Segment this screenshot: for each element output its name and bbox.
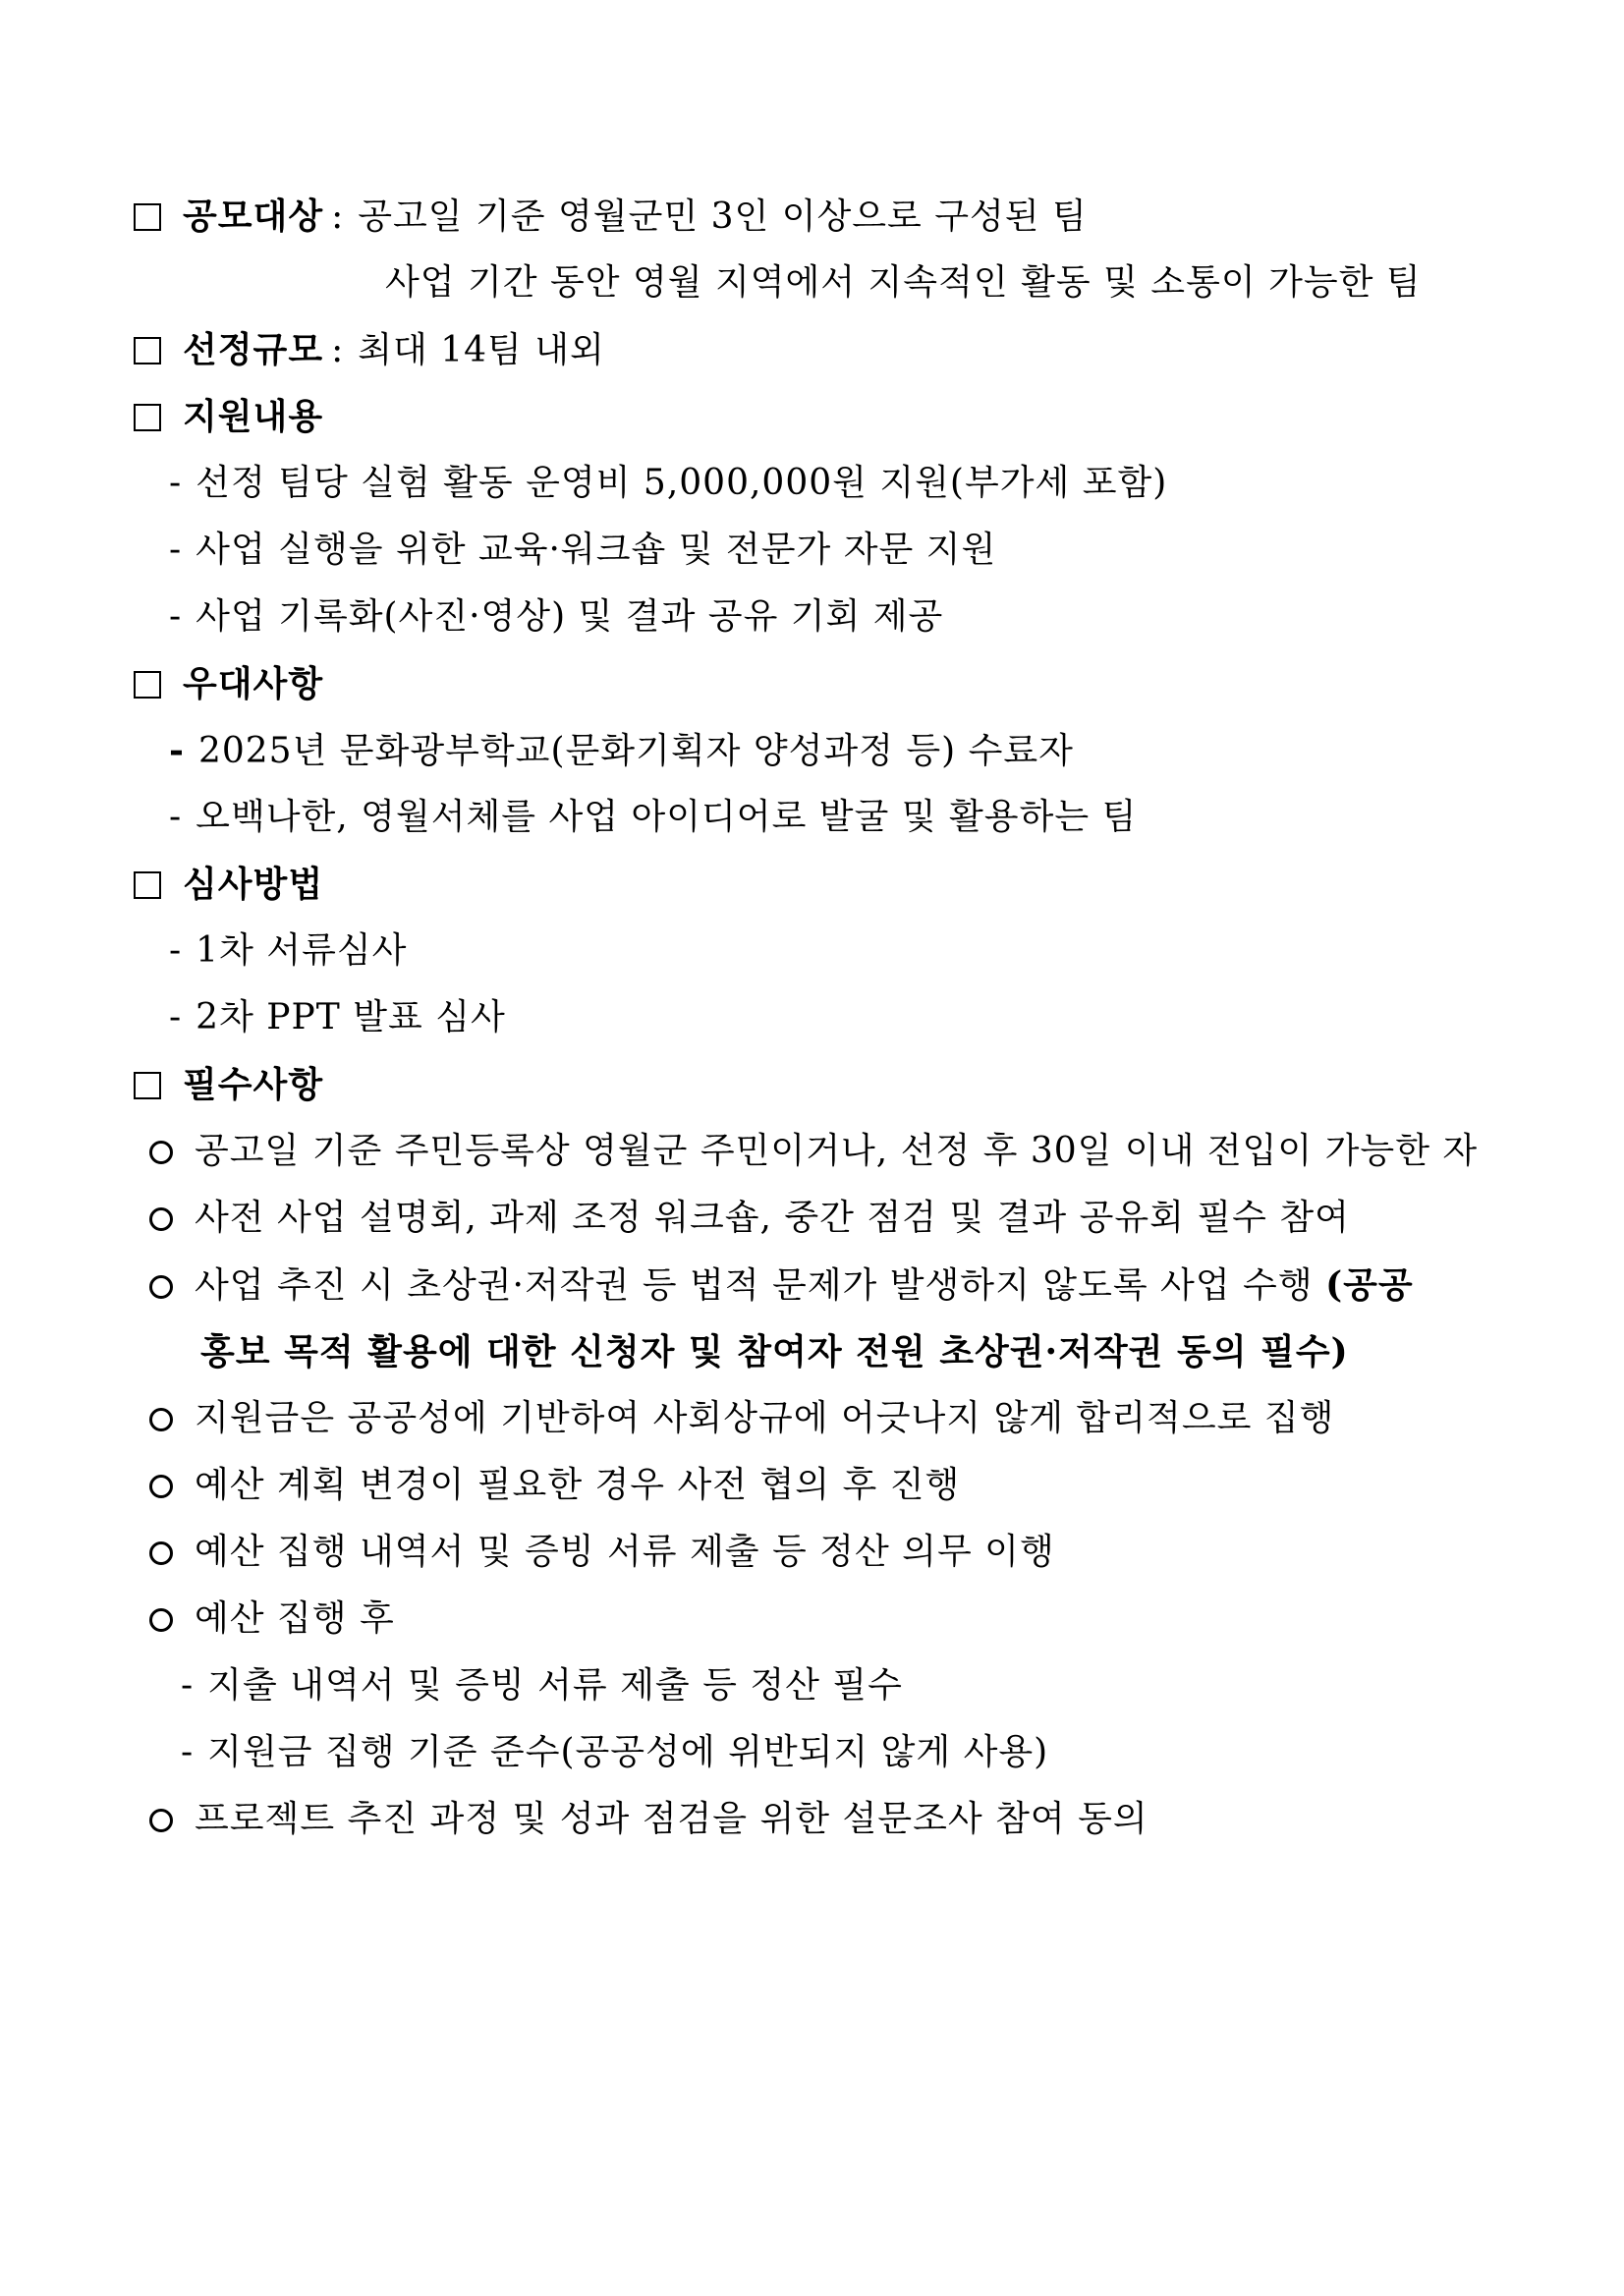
support-heading: 지원내용 xyxy=(183,396,324,437)
required-item-2: 사전 사업 설명회, 과제 조정 워크숍, 중간 점검 및 결과 공유회 필수 참여 xyxy=(195,1198,1350,1238)
required-section xyxy=(134,1065,323,1105)
required-item-3-bold-tail: (공공 xyxy=(1325,1264,1414,1306)
required-item-6: 예산 집행 내역서 및 증빙 서류 제출 등 정산 의무 이행 xyxy=(195,1532,1055,1572)
list-item xyxy=(169,531,996,570)
dash-marker: - xyxy=(169,463,183,503)
checkbox-icon xyxy=(134,404,161,431)
required-item-7: 예산 집행 후 xyxy=(195,1598,395,1639)
checkbox-icon xyxy=(134,671,161,699)
dash-marker: - xyxy=(181,1665,195,1706)
review-item-1: 1차 서류심사 xyxy=(196,930,408,971)
target-section xyxy=(134,196,1088,237)
target-heading: 공모대상 xyxy=(183,196,324,237)
target-line-1: 공고일 기준 영월군민 3인 이상으로 구성된 팀 xyxy=(358,196,1088,237)
scale-colon: : xyxy=(331,330,345,370)
review-section xyxy=(134,865,323,905)
required-sub-item-1: 지출 내역서 및 증빙 서류 제출 등 정산 필수 xyxy=(207,1665,903,1706)
required-sub-item-2: 지원금 집행 기준 준수(공공성에 위반되지 않게 사용) xyxy=(207,1732,1049,1772)
checkbox-icon xyxy=(134,871,161,899)
dash-marker: - xyxy=(169,530,183,570)
checkbox-icon xyxy=(134,337,161,364)
list-item xyxy=(149,1132,1478,1171)
target-line-2-row xyxy=(385,263,1422,303)
list-item-continuation xyxy=(200,1332,1349,1372)
circle-bullet-icon xyxy=(149,1275,173,1299)
list-item xyxy=(149,1265,1414,1306)
list-item xyxy=(169,464,1167,503)
dash-marker: - xyxy=(169,997,183,1037)
checkbox-icon xyxy=(134,203,161,231)
required-item-4: 지원금은 공공성에 기반하여 사회상규에 어긋나지 않게 합리적으로 집행 xyxy=(195,1398,1335,1438)
list-item xyxy=(169,798,1137,837)
list-item xyxy=(169,931,407,971)
list-item xyxy=(149,1199,1350,1238)
sub-list-item xyxy=(181,1733,1048,1772)
circle-bullet-icon xyxy=(149,1408,173,1431)
required-item-8: 프로젝트 추진 과정 및 성과 점검을 위한 설문조사 참여 동의 xyxy=(195,1799,1148,1839)
list-item xyxy=(149,1800,1148,1839)
circle-bullet-icon xyxy=(149,1207,173,1231)
review-item-2: 2차 PPT 발표 심사 xyxy=(196,997,506,1037)
support-section xyxy=(134,397,323,437)
required-item-5: 예산 계획 변경이 필요한 경우 사전 협의 후 진행 xyxy=(195,1465,961,1505)
list-item xyxy=(149,1399,1334,1438)
target-colon: : xyxy=(331,196,345,237)
scale-heading: 선정규모 xyxy=(183,329,324,370)
scale-section xyxy=(134,330,605,370)
circle-bullet-icon xyxy=(149,1608,173,1632)
preference-section xyxy=(134,664,323,704)
list-item xyxy=(149,1466,960,1505)
preference-heading: 우대사항 xyxy=(183,663,324,704)
required-item-3-continuation: 홍보 목적 활용에 대한 신청자 및 참여자 전원 초상권·저작권 동의 필수) xyxy=(200,1331,1349,1372)
preference-item-1: 2025년 문화광부학교(문화기획자 양성과정 등) 수료자 xyxy=(197,731,1074,771)
scale-text: 최대 14팀 내외 xyxy=(358,330,605,370)
circle-bullet-icon xyxy=(149,1141,173,1164)
preference-item-2: 오백나한, 영월서체를 사업 아이디어로 발굴 및 활용하는 팀 xyxy=(196,797,1138,837)
list-item xyxy=(149,1599,395,1639)
circle-bullet-icon xyxy=(149,1541,173,1565)
support-item-2: 사업 실행을 위한 교육·워크숍 및 전문가 자문 지원 xyxy=(196,530,997,570)
dash-marker: - xyxy=(169,797,183,837)
list-item xyxy=(169,731,1074,771)
circle-bullet-icon xyxy=(149,1475,173,1498)
required-item-1: 공고일 기준 주민등록상 영월군 주민이거나, 선정 후 30일 이내 전입이 가능한 자 xyxy=(195,1131,1479,1171)
target-line-2: 사업 기간 동안 영월 지역에서 지속적인 활동 및 소통이 가능한 팀 xyxy=(385,262,1422,303)
list-item xyxy=(149,1533,1055,1572)
list-item xyxy=(169,597,943,637)
dash-marker: - xyxy=(169,730,185,771)
circle-bullet-icon xyxy=(149,1809,173,1832)
required-item-3: 사업 추진 시 초상권·저작권 등 법적 문제가 발생하지 않도록 사업 수행 xyxy=(195,1265,1314,1306)
dash-marker: - xyxy=(169,930,183,971)
support-item-3: 사업 기록화(사진·영상) 및 결과 공유 기회 제공 xyxy=(196,596,944,637)
support-item-1: 선정 팀당 실험 활동 운영비 5,000,000원 지원(부가세 포함) xyxy=(196,463,1168,503)
list-item xyxy=(169,998,506,1037)
review-heading: 심사방법 xyxy=(183,864,324,905)
sub-list-item xyxy=(181,1666,903,1706)
checkbox-icon xyxy=(134,1072,161,1099)
required-heading: 필수사항 xyxy=(183,1064,324,1105)
dash-marker: - xyxy=(169,596,183,637)
dash-marker: - xyxy=(181,1732,195,1772)
